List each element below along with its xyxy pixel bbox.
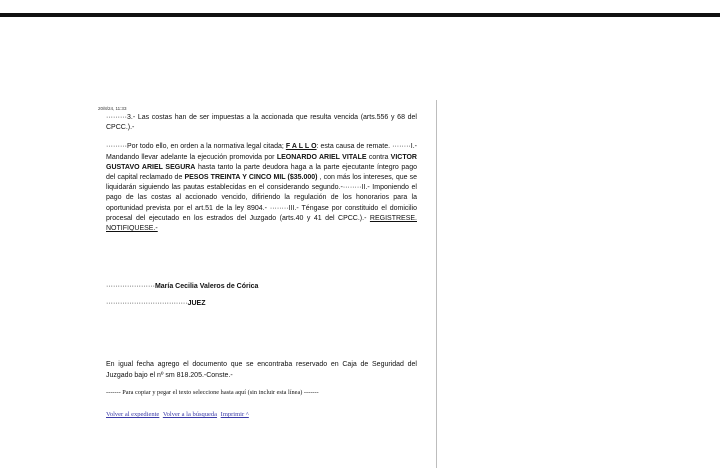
- item-1-text: I.- Mandando llevar adelante la ejecución promovida por: [106, 143, 417, 161]
- amount: PESOS TREINTA Y CINCO MIL ($35.000): [184, 174, 318, 182]
- document-body: [106, 106, 417, 234]
- leader-dots: ···································: [106, 300, 188, 307]
- top-border-bar: [0, 13, 720, 17]
- print-timestamp: 20/8/24, 11:33: [98, 106, 127, 111]
- judge-name: María Cecilia Valeros de Córica: [154, 283, 259, 290]
- fallo-heading: F A L L O: [285, 143, 317, 151]
- back-to-file-link[interactable]: Volver al expediente: [106, 411, 160, 418]
- fallo-text: : esta causa de remate.: [316, 143, 393, 151]
- page-edge-divider: [436, 100, 437, 468]
- item-2-text: II.- Imponiendo el pago de las costas al accionado vencido, difiriendo la regulación de los honorarios para la oportunidad prevista por el art.51 de la ley 8904.-: [106, 184, 417, 212]
- copy-instruction-line: ------- Para copiar y pegar el texto seleccione hasta aquí (sin incluir esta línea) -------: [106, 389, 319, 396]
- interest-text: , con más los intereses, que se liquidarán siguiendo las pautas establecidas en el considerando segundo.-: [106, 174, 418, 192]
- back-to-search-link[interactable]: Volver a la búsqueda: [162, 411, 218, 418]
- leader-dots: ········: [342, 184, 362, 192]
- plaintiff-name: LEONARDO ARIEL VITALE: [276, 153, 367, 161]
- paragraph-fallo: [106, 142, 417, 234]
- payment-text: hasta tanto la parte deudora haga a la parte ejecutante íntegro pago del capital reclamado de: [106, 163, 417, 182]
- fallo-intro-text: Por todo ello, en orden a la normativa legal citada;: [126, 143, 286, 151]
- leader-dots: ·········: [106, 143, 127, 151]
- paragraph-costas: [106, 113, 417, 133]
- print-link[interactable]: Imprimir ^: [220, 411, 249, 418]
- contra-text: contra: [366, 153, 391, 161]
- judge-signature: [106, 283, 258, 290]
- security-box-note: En igual fecha agrego el documento que se encontraba reservado en Caja de Seguridad del Juzgado bajo el nº sm 818.205.-Conste.-: [106, 361, 417, 379]
- item-3-text: III.- Téngase por constituido el domicilio procesal del ejecutado en los estrados del Juzgado (arts.40 y 41 del CPCC.).-: [106, 204, 417, 222]
- registrese-notifiquese: REGISTRESE. NOTIFIQUESE.-: [106, 214, 417, 233]
- judge-role: [106, 300, 206, 307]
- leader-dots: ·········: [106, 114, 127, 121]
- defendant-name: VICTOR GUSTAVO ARIEL SEGURA: [106, 153, 417, 171]
- footer-links: [106, 411, 251, 418]
- leader-dots: ········: [269, 204, 289, 212]
- leader-dots: ········: [392, 143, 411, 151]
- costas-text: 3.- Las costas han de ser impuestas a la accionada que resulta vencida (arts.556 y 68 del CPCC.).-: [106, 114, 417, 132]
- judge-title: JUEZ: [187, 300, 206, 307]
- leader-dots: ·····················: [106, 283, 155, 290]
